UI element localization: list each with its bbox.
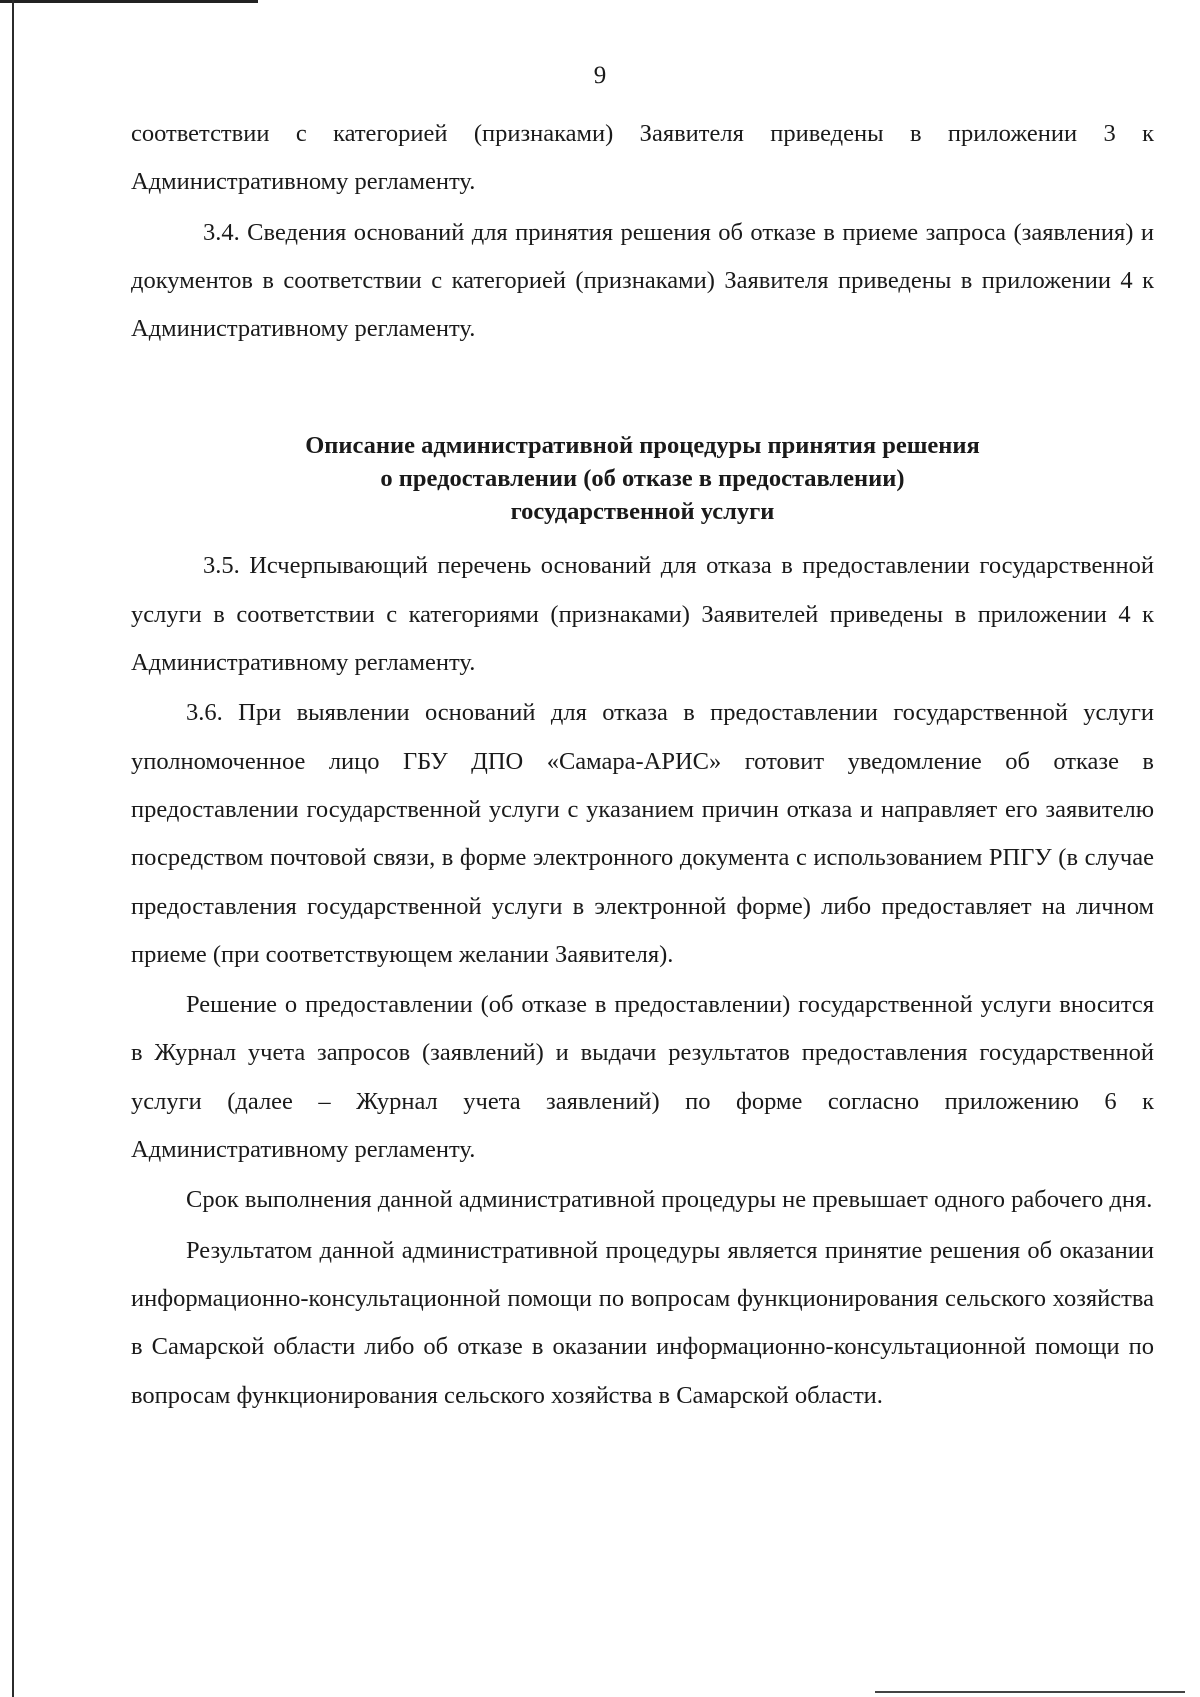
heading-line-2: о предоставлении (об отказе в предоставлении) — [380, 465, 905, 493]
paragraph-deadline: Срок выполнения данной административной процедуры не превышает одного рабочего дня. — [186, 1186, 1153, 1214]
document-body — [131, 110, 1154, 1420]
scan-edge-top — [0, 0, 258, 3]
section-heading — [131, 429, 1154, 528]
paragraph-continuation: соответствии с категорией (признаками) Заявителя приведены в приложении 3 к Административному регламенту. — [131, 120, 1154, 196]
scan-edge-bottom — [875, 1691, 1185, 1693]
paragraph-3-6: 3.6. При выявлении оснований для отказа в предоставлении государственной услуги уполномоченное лицо ГБУ ДПО «Самара-АРИС» готовит уведомление об отказе в предоставлении государственной услуги с указанием причин отказа и направляет его заявителю посредством почтовой связи, в форме электронного документа с использованием РПГУ (в случае предоставления государственной услуги в электронной форме) либо предоставляет на личном приеме (при соответствующем желании Заявителя). — [131, 699, 1154, 968]
paragraph-decision-journal: Решение о предоставлении (об отказе в предоставлении) государственной услуги вносится в Журнал учета запросов (заявлений) и выдачи результатов предоставления государственной услуги (далее – Журнал учета заявлений) по форме согласно приложению 6 к Административному регламенту. — [131, 991, 1154, 1164]
heading-line-3: государственной услуги — [510, 498, 775, 526]
page-number: 9 — [593, 62, 607, 89]
paragraph-result: Результатом данной административной процедуры является принятие решения об оказании информационно-консультационной помощи по вопросам функционирования сельского хозяйства в Самарской области либо об отказе в оказании информационно-консультационной помощи по вопросам функционирования сельского хозяйства в Самарской области. — [131, 1236, 1154, 1409]
heading-line-1: Описание административной процедуры принятия решения — [305, 432, 980, 460]
paragraph-3-5: 3.5. Исчерпывающий перечень оснований для отказа в предоставлении государственной услуги в соответствии с категориями (признаками) Заявителей приведены в приложении 4 к Административному регламенту. — [131, 552, 1154, 677]
scan-edge-left — [12, 0, 14, 1697]
paragraph-3-4: 3.4. Сведения оснований для принятия решения об отказе в приеме запроса (заявления) и документов в соответствии с категорией (признаками) Заявителя приведены в приложении 4 к Административному регламенту. — [131, 218, 1154, 343]
